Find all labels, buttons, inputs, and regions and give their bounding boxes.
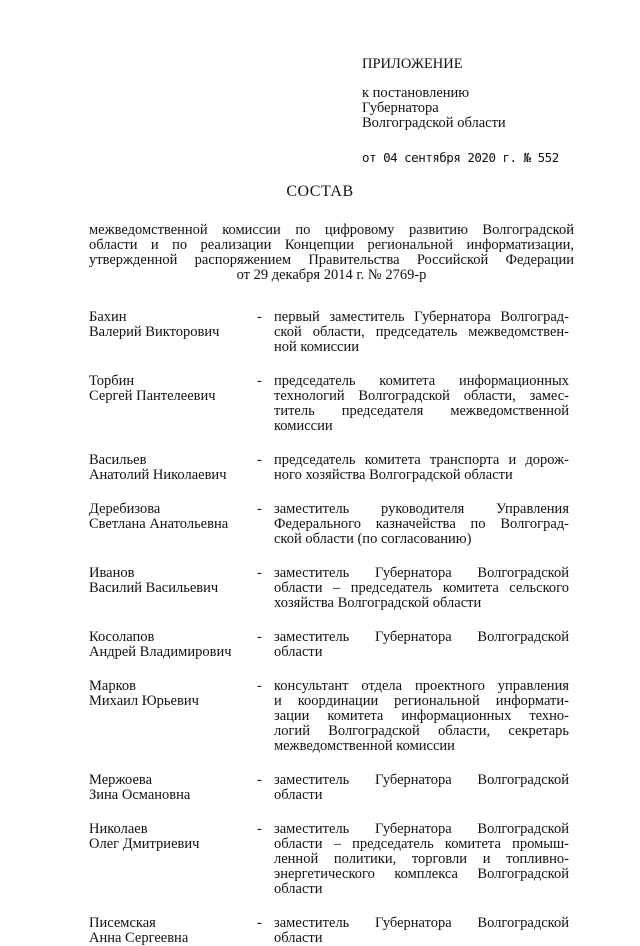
member-position-line: заместитель Губернатора Волгоградской [274, 915, 569, 931]
member-row [89, 773, 569, 803]
member-given-names: Анна Сергеевна [89, 930, 189, 946]
member-position-line: и координации региональной информати- [274, 693, 569, 709]
member-position-line: хозяйства Волгоградской области [274, 595, 482, 611]
member-position-line: первый заместитель Губернатора Волгоград- [274, 309, 569, 325]
members-list [89, 310, 569, 946]
member-position [274, 566, 569, 611]
member-position-line: заместитель Губернатора Волгоградской [274, 772, 569, 788]
appendix-heading: ПРИЛОЖЕНИЕ [362, 56, 463, 72]
member-position-line: консультант отдела проектного управления [274, 678, 569, 694]
member-dash: - [257, 678, 262, 694]
member-position-line: области – председатель комитета промыш- [274, 836, 569, 852]
member-position [274, 916, 569, 946]
member-surname: Васильев [89, 452, 147, 468]
appendix-block [362, 57, 559, 165]
member-position [274, 453, 569, 483]
member-name [89, 679, 257, 754]
subtitle-line: утвержденной распоряжением Правительства Российской Федерации [89, 252, 574, 268]
member-given-names: Валерий Викторович [89, 324, 220, 340]
member-dash: - [257, 501, 262, 517]
member-position-line: области [274, 881, 323, 897]
member-position-line: заместитель Губернатора Волгоградской [274, 629, 569, 645]
member-surname: Бахин [89, 309, 127, 325]
member-given-names: Зина Османовна [89, 787, 191, 803]
member-position-line: логий Волгоградской области, секретарь [274, 723, 569, 739]
subtitle-line: от 29 декабря 2014 г. № 2769-р [236, 267, 427, 283]
member-position [274, 773, 569, 803]
member-position-line: заместитель Губернатора Волгоградской [274, 565, 569, 581]
member-given-names: Светлана Анатольевна [89, 516, 229, 532]
member-dash: - [257, 821, 262, 837]
member-position-line: титель председателя межведомственной [274, 403, 569, 419]
subtitle-line: межведомственной комиссии по цифровому развитию Волгоградской [89, 222, 574, 238]
member-position [274, 374, 569, 434]
member-position-line: председатель комитета информационных [274, 373, 569, 389]
member-given-names: Олег Дмитриевич [89, 836, 200, 852]
appendix-line: Губернатора [362, 100, 439, 116]
member-position-line: межведомственной комиссии [274, 738, 455, 754]
member-given-names: Михаил Юрьевич [89, 693, 199, 709]
member-row [89, 822, 569, 897]
member-name [89, 453, 257, 483]
member-surname: Иванов [89, 565, 135, 581]
appendix-date-line: от 04 сентября 2020 г. № 552 [362, 150, 559, 165]
member-surname: Марков [89, 678, 136, 694]
member-name [89, 773, 257, 803]
member-position-line: заместитель Губернатора Волгоградской [274, 821, 569, 837]
member-row [89, 566, 569, 611]
member-given-names: Сергей Пантелеевич [89, 388, 216, 404]
member-position-line: энергетического комплекса Волгоградской [274, 866, 569, 882]
member-position-line: зации комитета информационных техно- [274, 708, 569, 724]
member-position-line: области – председатель комитета сельского [274, 580, 569, 596]
member-name [89, 916, 257, 946]
member-position-line: председатель комитета транспорта и дорож- [274, 452, 569, 468]
member-row [89, 310, 569, 355]
appendix-line: Волгоградской области [362, 115, 506, 131]
member-position-line: комиссии [274, 418, 333, 434]
member-dash: - [257, 915, 262, 931]
member-dash: - [257, 452, 262, 468]
member-position-line: ного хозяйства Волгоградской области [274, 467, 513, 483]
appendix-line: к постановлению [362, 85, 470, 101]
member-position [274, 310, 569, 355]
member-row [89, 453, 569, 483]
member-position [274, 502, 569, 547]
member-name [89, 502, 257, 547]
member-dash: - [257, 565, 262, 581]
member-row [89, 374, 569, 434]
member-position-line: технологий Волгоградской области, замес- [274, 388, 569, 404]
member-row [89, 679, 569, 754]
member-position-line: ской области (по согласованию) [274, 531, 472, 547]
member-given-names: Василий Васильевич [89, 580, 219, 596]
member-name [89, 822, 257, 897]
member-surname: Косолапов [89, 629, 155, 645]
member-surname: Писемская [89, 915, 156, 931]
member-name [89, 374, 257, 434]
document-subtitle [89, 223, 574, 283]
member-position-line: ной комиссии [274, 339, 360, 355]
member-row [89, 502, 569, 547]
member-given-names: Анатолий Николаевич [89, 467, 227, 483]
member-dash: - [257, 629, 262, 645]
member-surname: Николаев [89, 821, 148, 837]
member-name [89, 310, 257, 355]
member-surname: Мержоева [89, 772, 152, 788]
member-given-names: Андрей Владимирович [89, 644, 232, 660]
member-row [89, 916, 569, 946]
member-position-line: области [274, 787, 323, 803]
member-position [274, 630, 569, 660]
subtitle-line: области и по реализации Концепции региональной информатизации, [89, 237, 574, 253]
member-name [89, 630, 257, 660]
member-position-line: ленной политики, торговли и топливно- [274, 851, 569, 867]
member-position-line: ской области, председатель межведомствен- [274, 324, 569, 340]
member-surname: Деребизова [89, 501, 161, 517]
member-position [274, 822, 569, 897]
member-name [89, 566, 257, 611]
member-dash: - [257, 373, 262, 389]
member-position-line: заместитель руководителя Управления [274, 501, 569, 517]
member-row [89, 630, 569, 660]
member-surname: Торбин [89, 373, 135, 389]
member-position-line: Федерального казначейства по Волгоград- [274, 516, 569, 532]
member-position-line: области [274, 930, 323, 946]
member-position [274, 679, 569, 754]
member-position-line: области [274, 644, 323, 660]
document-title: СОСТАВ [286, 183, 354, 200]
member-dash: - [257, 772, 262, 788]
member-dash: - [257, 309, 262, 325]
